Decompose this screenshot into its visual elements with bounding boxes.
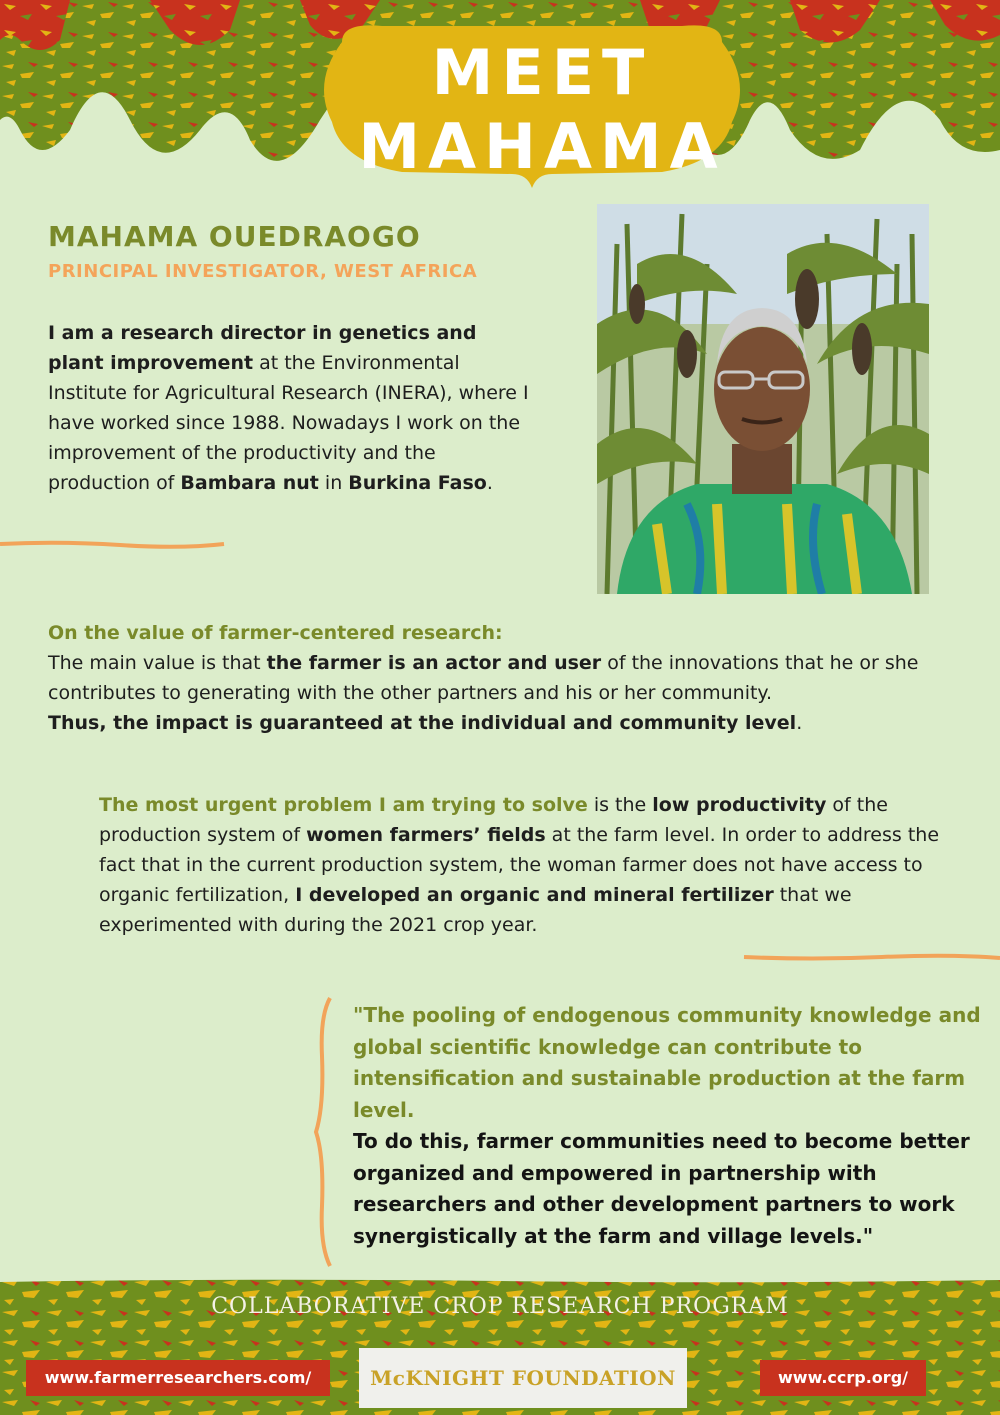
value-text-3: .	[796, 712, 803, 734]
intro-text-3: .	[486, 472, 493, 494]
problem-text-2: of the production system of	[99, 794, 888, 846]
orange-divider-right	[742, 951, 1000, 965]
farmerresearchers-link[interactable]: www.farmerresearchers.com/	[26, 1360, 330, 1396]
intro-text-2: in	[318, 472, 349, 494]
value-text-1: The main value is that	[48, 652, 267, 674]
program-name: COLLABORATIVE CROP RESEARCH PROGRAM	[211, 1294, 789, 1319]
quote-part-1: "The pooling of endogenous community knowledge and global scientific knowledge can contribute to intensification and sustainable production at the farm level.	[353, 1003, 981, 1122]
problem-bold-1: low productivity	[652, 794, 827, 816]
problem-section	[99, 790, 979, 940]
problem-bold-3: I developed an organic and mineral fertilizer	[295, 884, 774, 906]
title-line-1: MEET	[431, 36, 653, 109]
problem-lead: The most urgent problem I am trying to solve	[99, 794, 588, 816]
mcknight-foundation-logo: McKNIGHT FOUNDATION	[359, 1348, 687, 1408]
intro-bold-1: I am a research director in genetics and plant improvement	[48, 322, 477, 374]
title-line-2: MAHAMA	[358, 110, 726, 183]
intro-bold-3: Burkina Faso	[348, 472, 487, 494]
problem-bold-2: women farmers’ fields	[306, 824, 546, 846]
quote-part-2: To do this, farmer communities need to become better organized and empowered in partnership with researchers and other development partners to work synergistically at the farm and village levels."	[353, 1129, 970, 1248]
value-text-2: of the innovations that he or she contributes to generating with the other partners and his or her community.	[48, 652, 919, 704]
orange-divider-left	[0, 538, 226, 552]
value-section	[48, 618, 968, 738]
value-bold-2: Thus, the impact is guaranteed at the individual and community level	[48, 712, 797, 734]
intro-paragraph	[48, 318, 538, 498]
portrait-photo	[597, 204, 929, 594]
problem-text-1: is the	[587, 794, 653, 816]
quote-bracket-icon	[312, 996, 336, 1268]
person-name: MAHAMA OUEDRAOGO	[48, 220, 421, 253]
problem-text-3: at the farm level. In order to address the fact that in the current production system, the woman farmer does not have access to organic fertilization,	[99, 824, 940, 906]
ccrp-link[interactable]: www.ccrp.org/	[760, 1360, 926, 1396]
intro-bold-2: Bambara nut	[180, 472, 319, 494]
intro-text-1: at the Environmental Institute for Agricultural Research (INERA), where I have worked since 1988. Nowadays I work on the improvement of the productivity and the production of	[48, 352, 529, 494]
page-title	[312, 36, 772, 184]
person-role: PRINCIPAL INVESTIGATOR, WEST AFRICA	[48, 261, 478, 282]
value-bold-1: the farmer is an actor and user	[266, 652, 602, 674]
value-heading: On the value of farmer-centered research:	[48, 622, 503, 644]
problem-text-4: that we experimented with during the 2021 crop year.	[99, 884, 852, 936]
